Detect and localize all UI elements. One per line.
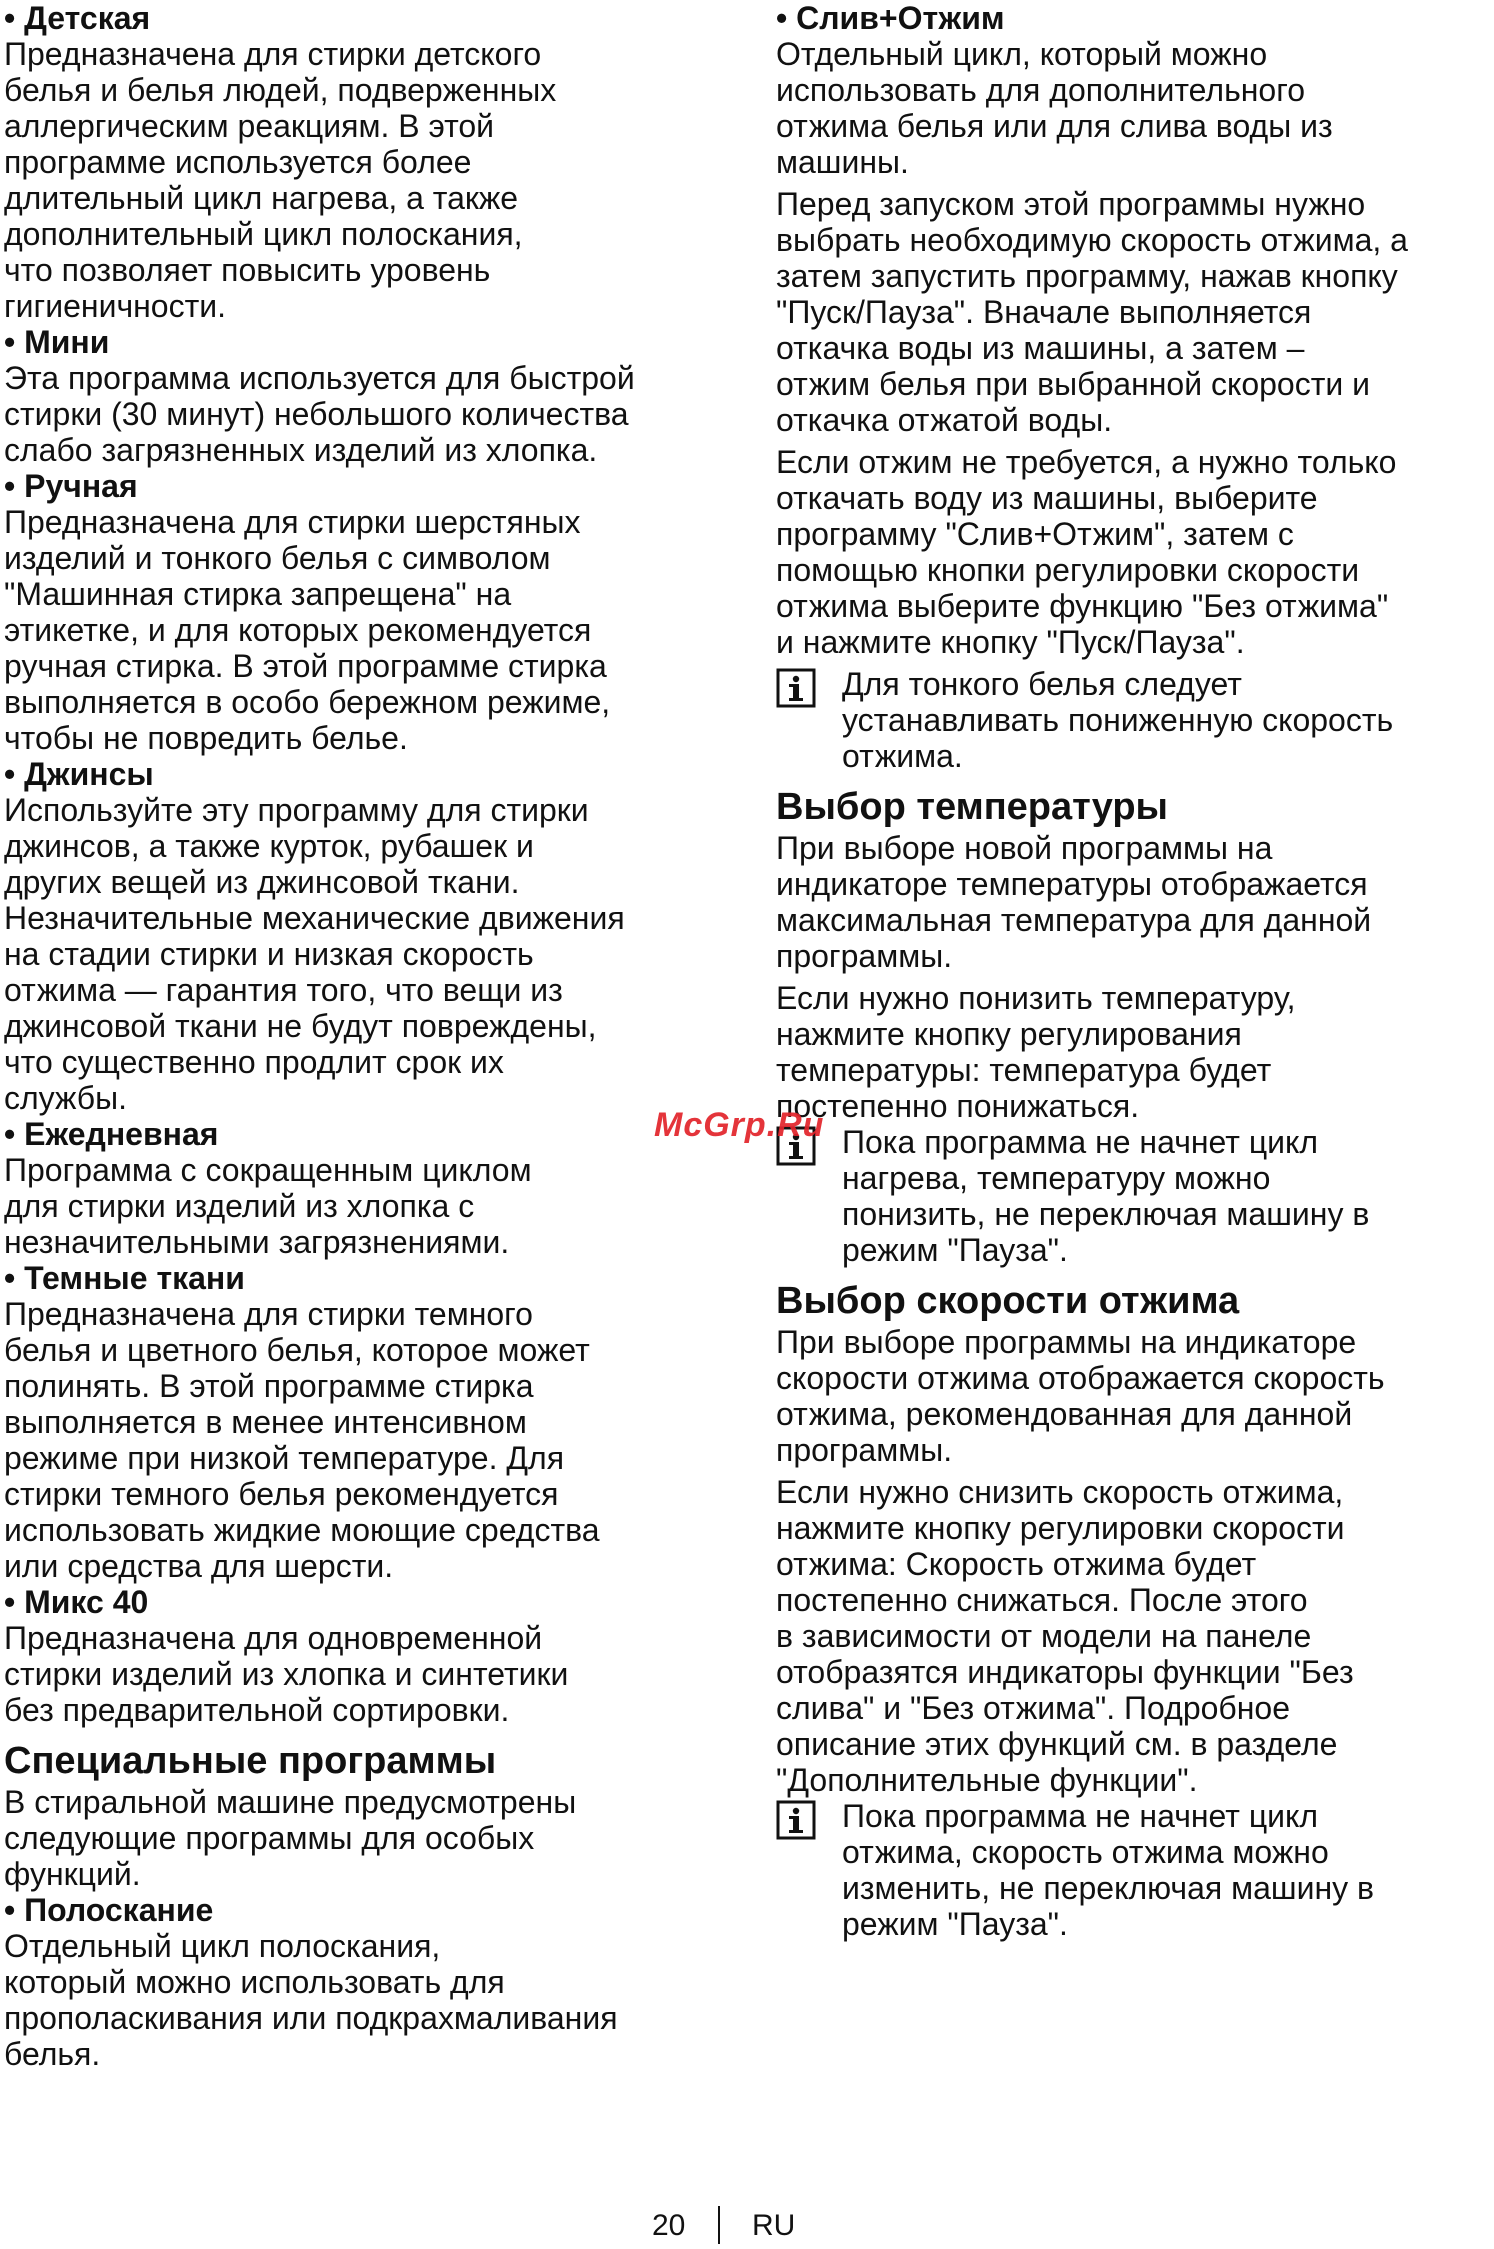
language-code: RU xyxy=(752,2209,796,2242)
note-text-sliv: Для тонкого белья следует устанавливать пониженную скорость отжима. xyxy=(842,666,1394,774)
section-temnye xyxy=(4,1260,724,1584)
program-text-temnye: Предназначена для стирки темного белья и цветного белья, которое может полинять. В этой программе стирка выполняется в менее интенсивном режиме при низкой температуре. Для стирки темного белья рекомендуется использовать жидкие моющие средства или средства для шерсти. xyxy=(4,1296,600,1584)
program-text-dzhinsy: Используйте эту программу для стирки джинсов, а также курток, рубашек и других вещей из джинсовой ткани. Незначительные механические движения на стадии стирки и низкая скорость отжима — гарантия того, что вещи из джинсовой ткани не будут повреждены, что существенно продлит срок их службы. xyxy=(4,792,625,1116)
special-intro-text: В стиральной машине предусмотрены следующие программы для особых функций. xyxy=(4,1784,577,1892)
heading-temperature: Выбор температуры xyxy=(776,786,1168,828)
program-text-mini: Эта программа используется для быстрой стирки (30 минут) небольшого количества слабо загрязненных изделий из хлопка. xyxy=(4,360,635,468)
section-poloskanie xyxy=(4,1892,724,2072)
program-title-poloskanie: • Полоскание xyxy=(4,1892,214,1928)
spin-text-1: При выборе программы на индикаторе скорости отжима отображается скорость отжима, рекомендованная для данной программы. xyxy=(776,1324,1385,1468)
section-special xyxy=(4,1738,724,1892)
section-temperature xyxy=(776,784,1494,1268)
program-text-ezhednevnaya: Программа с сокращенным циклом для стирки изделий из хлопка с незначительными загрязнениями. xyxy=(4,1152,532,1260)
section-sliv xyxy=(776,0,1494,774)
program-text-miks: Предназначена для одновременной стирки изделий из хлопка и синтетики без предварительной сортировки. xyxy=(4,1620,569,1728)
footer-divider xyxy=(718,2206,720,2244)
heading-spin: Выбор скорости отжима xyxy=(776,1280,1240,1322)
right-column xyxy=(776,0,1494,1942)
program-title-temnye: • Темные ткани xyxy=(4,1260,245,1296)
program-title-ruchnaya: • Ручная xyxy=(4,468,138,504)
program-text-ruchnaya: Предназначена для стирки шерстяных изделий и тонкого белья с символом "Машинная стирка запрещена" на этикетке, и для которых рекомендуется ручная стирка. В этой программе стирка выполняется в особо бережном режиме, чтобы не повредить белье. xyxy=(4,504,611,756)
program-title-dzhinsy: • Джинсы xyxy=(4,756,154,792)
watermark: McGrp.Ru xyxy=(654,1106,825,1144)
spin-text-2: Если нужно снизить скорость отжима, нажмите кнопку регулировки скорости отжима: Скорость отжима будет постепенно снижаться. После этого в зависимости от модели на панеле отобразятся индикаторы функции "Без слива" и "Без отжима". Подробное описание этих функций см. в разделе "Дополнительные функции". xyxy=(776,1474,1354,1798)
note-temperature xyxy=(776,1124,1494,1268)
left-column xyxy=(4,0,724,2072)
section-detskaya xyxy=(4,0,724,324)
program-title-sliv: • Слив+Отжим xyxy=(776,0,1005,36)
sliv-text-3: Если отжим не требуется, а нужно только откачать воду из машины, выберите программу "Слив+Отжим", затем с помощью кнопки регулировки скорости отжима выберите функцию "Без отжима" и нажмите кнопку "Пуск/Пауза". xyxy=(776,444,1397,660)
temp-text-2: Если нужно понизить температуру, нажмите кнопку регулирования температуры: температура будет постепенно понижаться. xyxy=(776,980,1296,1124)
program-title-mini: • Мини xyxy=(4,324,110,360)
temp-text-1: При выборе новой программы на индикаторе температуры отображается максимальная температура для данной программы. xyxy=(776,830,1372,974)
program-title-miks: • Микс 40 xyxy=(4,1584,149,1620)
note-text-spin: Пока программа не начнет цикл отжима, скорость отжима можно изменить, не переключая машину в режим "Пауза". xyxy=(842,1798,1374,1942)
note-text-temperature: Пока программа не начнет цикл нагрева, температуру можно понизить, не переключая машину в режим "Пауза". xyxy=(842,1124,1370,1268)
program-title-ezhednevnaya: • Ежедневная xyxy=(4,1116,219,1152)
heading-special-programs: Специальные программы xyxy=(4,1740,497,1782)
section-miks xyxy=(4,1584,724,1728)
section-mini xyxy=(4,324,724,468)
sliv-text-1: Отдельный цикл, который можно использовать для дополнительного отжима белья или для слива воды из машины. xyxy=(776,36,1333,180)
page-number: 20 xyxy=(652,2209,686,2242)
sliv-text-2: Перед запуском этой программы нужно выбрать необходимую скорость отжима, а затем запустить программу, нажав кнопку "Пуск/Пауза". Вначале выполняется откачка воды из машины, а затем – отжим белья при выбранной скорости и откачка отжатой воды. xyxy=(776,186,1408,438)
program-text-poloskanie: Отдельный цикл полоскания, который можно использовать для прополаскивания или подкрахмаливания белья. xyxy=(4,1928,618,2072)
info-icon xyxy=(776,1800,816,1840)
note-sliv xyxy=(776,666,1494,774)
page-footer xyxy=(0,2206,1494,2246)
section-dzhinsy xyxy=(4,756,724,1116)
section-spin xyxy=(776,1278,1494,1942)
program-title-detskaya: • Детская xyxy=(4,0,151,36)
section-ezhednevnaya xyxy=(4,1116,724,1260)
info-icon xyxy=(776,668,816,708)
program-text-detskaya: Предназначена для стирки детского белья и белья людей, подверженных аллергическим реакциям. В этой программе используется более длительный цикл нагрева, а также дополнительный цикл полоскания, что позволяет повысить уровень гигиеничности. xyxy=(4,36,557,324)
section-ruchnaya xyxy=(4,468,724,756)
note-spin xyxy=(776,1798,1494,1942)
